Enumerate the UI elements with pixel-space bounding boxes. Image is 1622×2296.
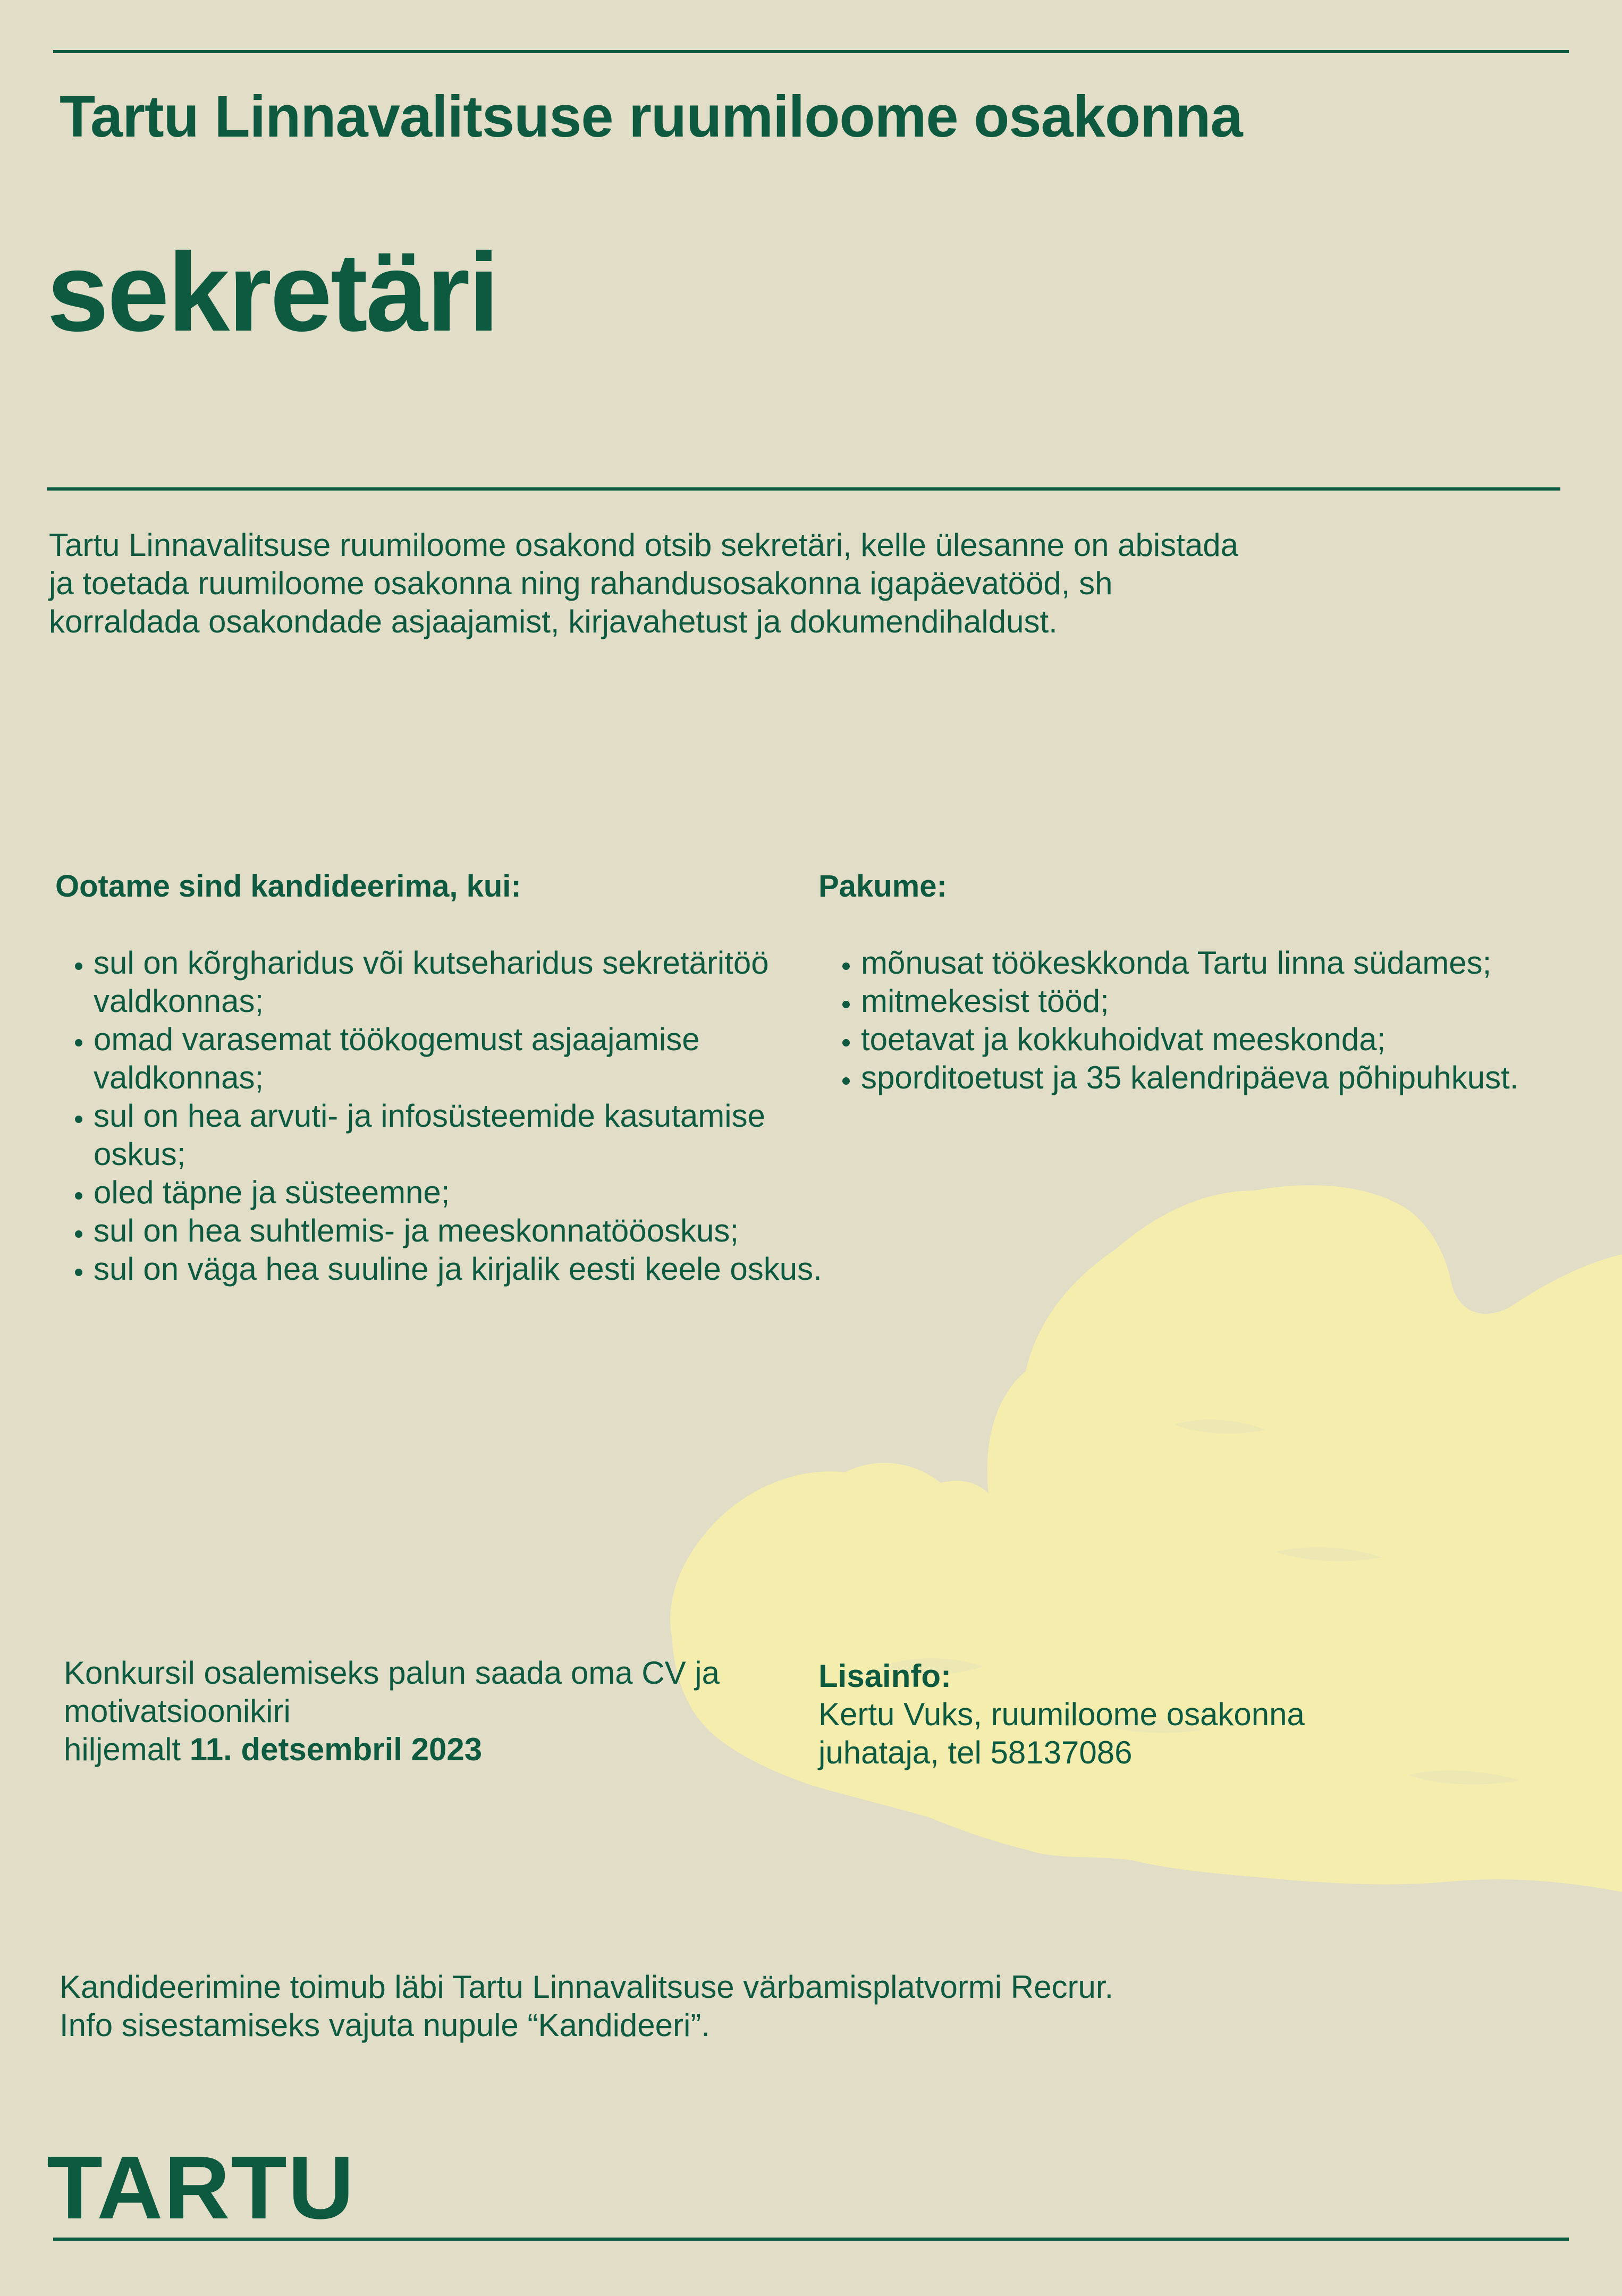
tartu-logo bbox=[47, 2149, 366, 2229]
application-footer-note bbox=[60, 1968, 1494, 2045]
offer-item: • toetavat ja kokkuhoidvat meeskonda; bbox=[861, 1020, 1622, 1059]
offer-list bbox=[824, 944, 1622, 1097]
department-subtitle: Tartu Linnavalitsuse ruumiloome osakonna bbox=[60, 84, 1243, 149]
deadline-prefix: hiljemalt bbox=[64, 1732, 190, 1767]
offer-heading: Pakume: bbox=[818, 869, 947, 904]
requirement-item: • sul on hea suhtlemis- ja meeskonnatööoskus; bbox=[94, 1212, 848, 1250]
contact-details bbox=[818, 1695, 1562, 1772]
footer-line: Info sisestamiseks vajuta nupule “Kandideeri”. bbox=[60, 2007, 710, 2043]
application-line: motivatsioonikiri bbox=[64, 1693, 291, 1729]
bottom-divider bbox=[53, 2238, 1569, 2241]
requirement-item: • omad varasemat töökogemust asjaajamise valdkonnas; bbox=[94, 1020, 848, 1097]
footer-line: Kandideerimine toimub läbi Tartu Linnavalitsuse värbamisplatvormi Recrur. bbox=[60, 1969, 1114, 2005]
contact-line: juhataja, tel 58137086 bbox=[818, 1735, 1133, 1770]
requirement-item: • sul on hea arvuti- ja infosüsteemide kasutamise oskus; bbox=[94, 1097, 848, 1174]
logo-wordmark: TARTU bbox=[47, 2149, 355, 2229]
requirement-item: • oled täpne ja süsteemne; bbox=[94, 1174, 848, 1212]
requirements-heading: Ootame sind kandideerima, kui: bbox=[55, 869, 521, 904]
contact-line: Kertu Vuks, ruumiloome osakonna bbox=[818, 1696, 1305, 1732]
top-divider bbox=[53, 50, 1569, 53]
requirement-item: • sul on väga hea suuline ja kirjalik eesti keele oskus. bbox=[94, 1250, 848, 1288]
requirement-item: • sul on kõrgharidus või kutseharidus sekretäritöö valdkonnas; bbox=[94, 944, 848, 1020]
intro-line: Tartu Linnavalitsuse ruumiloome osakond otsib sekretäri, kelle ülesanne on abistada bbox=[49, 527, 1238, 563]
offer-item: • mitmekesist tööd; bbox=[861, 982, 1622, 1020]
deadline-date: 11. detsembril 2023 bbox=[189, 1732, 483, 1767]
intro-line: ja toetada ruumiloome osakonna ning rahandusosakonna igapäevatööd, sh bbox=[49, 565, 1113, 601]
job-title: sekretäri bbox=[47, 230, 498, 354]
intro-line: korraldada osakondade asjaajamist, kirjavahetust ja dokumendihaldust. bbox=[49, 604, 1058, 639]
application-deadline-line bbox=[64, 1731, 787, 1769]
contact-heading: Lisainfo: bbox=[818, 1658, 951, 1694]
intro-paragraph bbox=[49, 526, 1409, 641]
middle-divider bbox=[47, 487, 1560, 491]
offer-item: • mõnusat töökeskkonda Tartu linna südames; bbox=[861, 944, 1622, 982]
offer-item: • sporditoetust ja 35 kalendripäeva põhipuhkust. bbox=[861, 1059, 1622, 1097]
requirements-list bbox=[56, 944, 848, 1288]
application-instructions bbox=[64, 1654, 787, 1769]
application-line: Konkursil osalemiseks palun saada oma CV ja bbox=[64, 1655, 720, 1691]
